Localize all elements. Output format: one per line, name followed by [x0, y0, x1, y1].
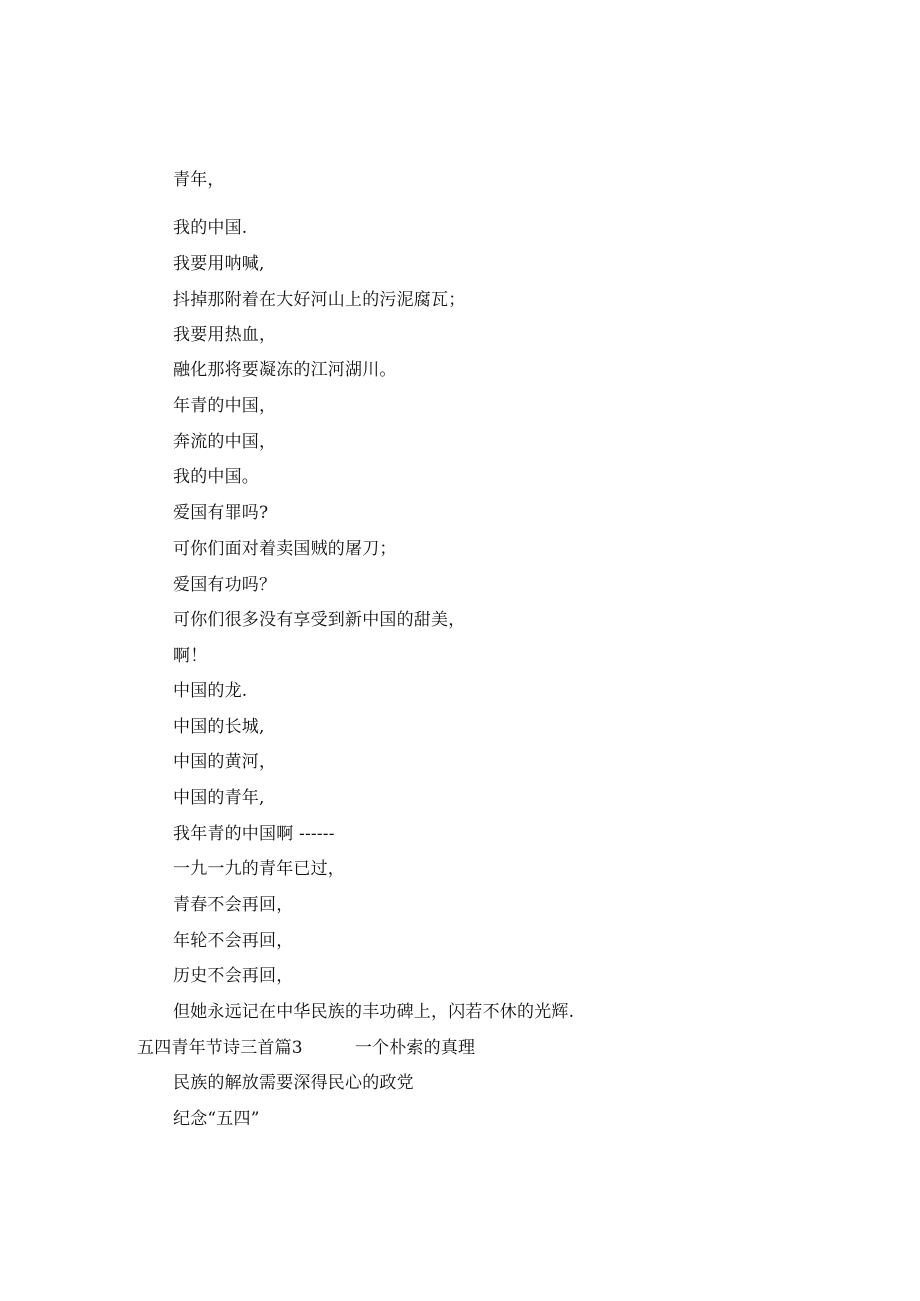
poem-line: 可你们面对着卖国贼的屠刀； — [173, 539, 397, 559]
poem-line: 我要用呐喊, — [173, 254, 265, 274]
poem-line: 啊！ — [173, 646, 208, 666]
poem-line: 抖掉那附着在大好河山上的污泥腐瓦； — [173, 290, 466, 310]
section-subtitle: 一个朴索的真理 — [354, 1038, 476, 1058]
poem-line: 爱国有功吗？ — [173, 575, 277, 595]
poem-line: 我的中国. — [173, 218, 248, 238]
poem-line: 青年， — [173, 170, 225, 190]
body-line: 民族的解放需要深得民心的政党 — [173, 1073, 414, 1093]
poem-line: 中国的龙. — [173, 681, 248, 701]
poem-line: 中国的长城, — [173, 717, 265, 737]
poem-line: 可你们很多没有享受到新中国的甜美， — [173, 610, 466, 630]
poem-line: 爱国有罪吗? — [173, 503, 269, 523]
poem-line: 中国的青年, — [173, 788, 265, 808]
poem-line: 融化那将要凝冻的江河湖川。 — [173, 360, 397, 380]
poem-line: 中国的黄河， — [173, 752, 277, 772]
poem-line: 年青的中国， — [173, 396, 277, 416]
poem-line: 但她永远记在中华民族的丰功碑上，闪若不休的光辉. — [173, 1002, 575, 1022]
body-line: 纪念“五四” — [173, 1109, 260, 1129]
poem-line: 我年青的中国啊 ------ — [173, 824, 335, 844]
poem-line: 我要用热血， — [173, 325, 277, 345]
poem-line: 我的中国。 — [173, 467, 259, 487]
poem-line: 年轮不会再回， — [173, 931, 294, 951]
section-heading — [137, 1037, 475, 1059]
section-title: 五四青年节诗三首篇3 — [137, 1038, 303, 1058]
poem-line: 历史不会再回， — [173, 966, 294, 986]
poem-line: 青春不会再回， — [173, 895, 294, 915]
poem-line: 一九一九的青年已过， — [173, 859, 345, 879]
poem-line: 奔流的中国， — [173, 432, 277, 452]
